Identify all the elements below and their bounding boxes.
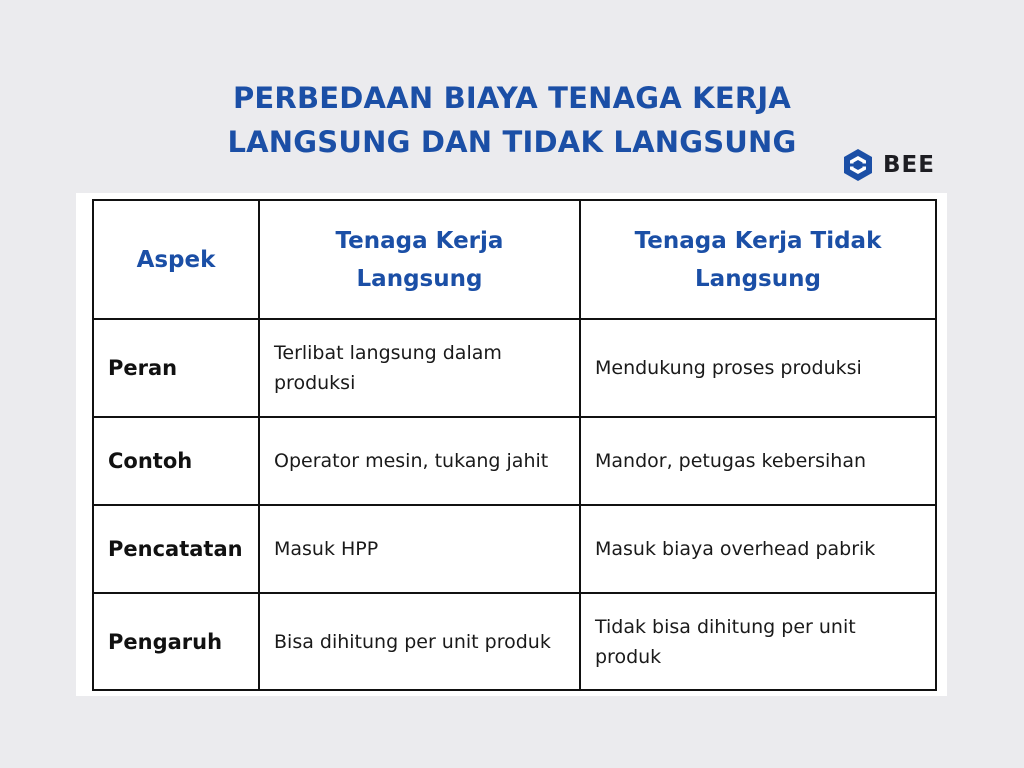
table-row: [93, 505, 936, 593]
header-aspek: Aspek: [93, 200, 259, 319]
bee-logo: [842, 147, 935, 183]
aspect-cell: Peran: [93, 319, 259, 417]
table-row: [93, 319, 936, 417]
table-row: [93, 417, 936, 505]
bee-hexagon-icon: [842, 148, 874, 182]
table-cell: Masuk biaya overhead pabrik: [580, 505, 936, 593]
header-direct-labor: Tenaga Kerja Langsung: [259, 200, 580, 319]
comparison-table: [92, 199, 937, 691]
table-row: [93, 593, 936, 690]
table-cell: Mandor, petugas kebersihan: [580, 417, 936, 505]
page-title-line-1: PERBEDAAN BIAYA TENAGA KERJA: [232, 81, 792, 115]
page-title-line-2: LANGSUNG DAN TIDAK LANGSUNG: [227, 125, 797, 159]
table-header-row: [93, 200, 936, 319]
table-cell: Terlibat langsung dalam produksi: [259, 319, 580, 417]
aspect-cell: Contoh: [93, 417, 259, 505]
comparison-card: [76, 193, 947, 696]
table-cell: Bisa dihitung per unit produk: [259, 593, 580, 690]
aspect-cell: Pencatatan: [93, 505, 259, 593]
table-cell: Operator mesin, tukang jahit: [259, 417, 580, 505]
aspect-cell: Pengaruh: [93, 593, 259, 690]
header-indirect-labor: Tenaga Kerja Tidak Langsung: [580, 200, 936, 319]
table-cell: Mendukung proses produksi: [580, 319, 936, 417]
logo-text: BEE: [883, 152, 935, 178]
table-cell: Tidak bisa dihitung per unit produk: [580, 593, 936, 690]
table-cell: Masuk HPP: [259, 505, 580, 593]
